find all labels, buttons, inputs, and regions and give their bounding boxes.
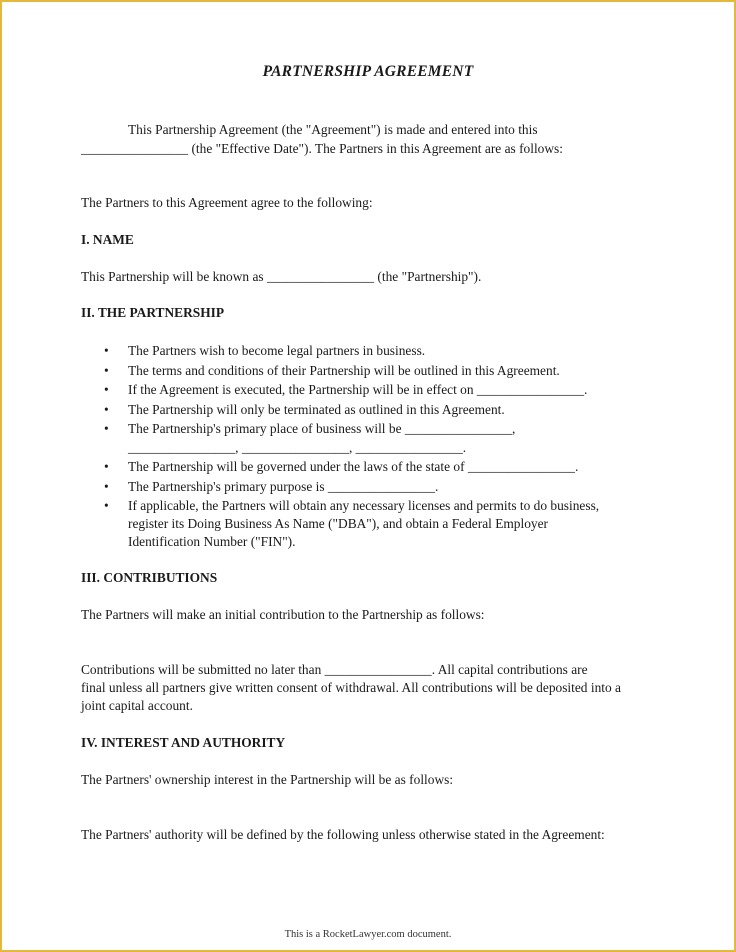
list-item-text: The Partnership will only be terminated as outlined in this Agreement. — [128, 401, 505, 417]
bullet-marker: • — [104, 362, 109, 378]
list-item-text: The Partnership will be governed under the laws of the state of ________________. — [128, 459, 579, 474]
bullet-marker: • — [104, 478, 109, 494]
list-item-continuation: register its Doing Business As Name ("DBA"), and obtain a Federal Employer — [128, 516, 549, 531]
agree-line: The Partners to this Agreement agree to the following: — [81, 195, 373, 210]
contributions-text-1: The Partners will make an initial contribution to the Partnership as follows: — [81, 607, 485, 622]
contributions-text-2-line-3: joint capital account. — [81, 698, 193, 713]
list-item-text: If the Agreement is executed, the Partnership will be in effect on ________________. — [128, 382, 588, 397]
list-item-text: If applicable, the Partners will obtain any necessary licenses and permits to do business, — [128, 498, 600, 513]
list-item-text: The Partnership's primary place of business will be ________________, — [128, 421, 516, 436]
document-footer: This is a RocketLawyer.com document. — [284, 929, 452, 940]
section-heading-interest: IV. INTEREST AND AUTHORITY — [81, 735, 286, 750]
list-item-text: The terms and conditions of their Partnership will be outlined in this Agreement. — [128, 362, 560, 378]
contributions-text-2-line-2: final unless all partners give written consent of withdrawal. All contributions will be deposited into a — [81, 680, 621, 695]
section-heading-partnership: II. THE PARTNERSHIP — [81, 305, 225, 320]
intro-line-1: This Partnership Agreement (the "Agreement") is made and entered into this — [128, 122, 538, 137]
bullet-marker: • — [104, 382, 109, 397]
document-title: PARTNERSHIP AGREEMENT — [262, 63, 474, 80]
intro-line-2: ________________ (the "Effective Date"). The Partners in this Agreement are as follows: — [81, 141, 563, 156]
bullet-marker: • — [104, 401, 109, 417]
bullet-marker: • — [104, 498, 109, 513]
interest-text-1: The Partners' ownership interest in the Partnership will be as follows: — [81, 772, 454, 787]
bullet-marker: • — [104, 343, 109, 358]
section-name-text: This Partnership will be known as ________________ (the "Partnership"). — [81, 269, 482, 284]
bullet-marker: • — [104, 459, 109, 474]
list-item-continuation: Identification Number ("FIN"). — [128, 534, 296, 549]
bullet-marker: • — [104, 421, 109, 436]
section-heading-name: I. NAME — [81, 232, 134, 247]
list-item-text: The Partnership's primary purpose is ________________. — [128, 478, 439, 494]
list-item-continuation: ________________, ________________, ________________. — [128, 440, 467, 455]
interest-text-2: The Partners' authority will be defined by the following unless otherwise stated in the Agreement: — [81, 827, 605, 842]
list-item-text: The Partners wish to become legal partners in business. — [128, 343, 426, 358]
contributions-text-2-line-1: Contributions will be submitted no later than ________________. All capital contributions are — [81, 662, 588, 677]
section-heading-contributions: III. CONTRIBUTIONS — [81, 570, 218, 585]
